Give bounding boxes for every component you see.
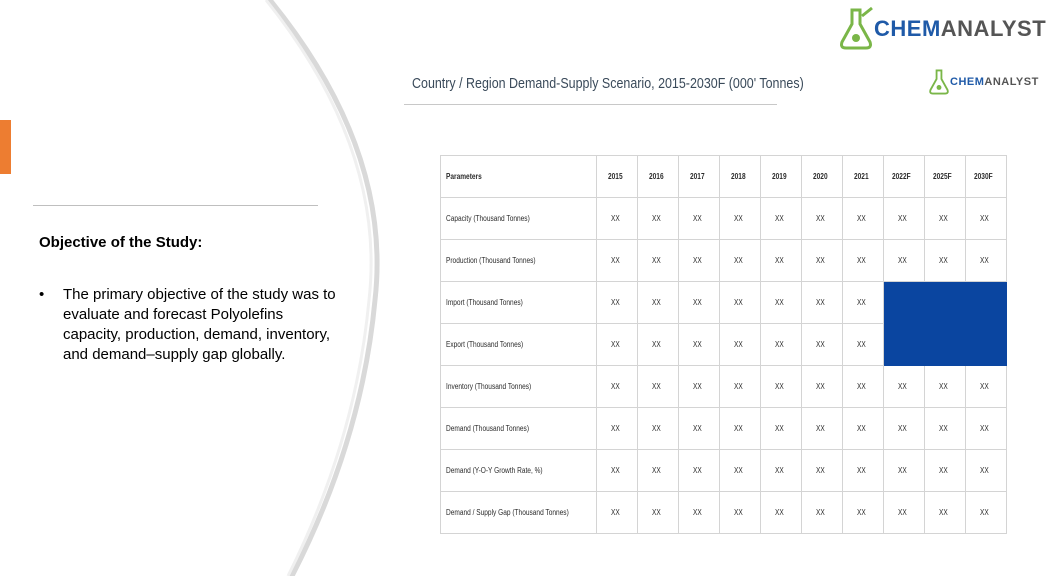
highlighted-cell	[924, 282, 965, 324]
row-label: Production (Thousand Tonnes)	[441, 240, 597, 282]
value-cell: XX	[760, 450, 801, 492]
value-cell: XX	[965, 408, 1006, 450]
value-cell: XX	[637, 282, 678, 324]
title-underline	[404, 104, 777, 105]
value-cell: XX	[883, 198, 924, 240]
table-row	[441, 450, 1007, 492]
value-cell: XX	[637, 198, 678, 240]
highlighted-cell	[965, 282, 1006, 324]
value-cell: XX	[842, 198, 883, 240]
logo-text-analyst: ANALYST	[940, 16, 1046, 41]
value-cell: XX	[965, 240, 1006, 282]
highlighted-cell	[965, 324, 1006, 366]
value-cell: XX	[801, 324, 842, 366]
logo-small-text-analyst: ANALYST	[984, 76, 1039, 88]
value-cell: XX	[596, 408, 637, 450]
value-cell: XX	[883, 408, 924, 450]
value-cell: XX	[965, 366, 1006, 408]
value-cell: XX	[719, 324, 760, 366]
row-label: Inventory (Thousand Tonnes)	[441, 366, 597, 408]
value-cell: XX	[637, 324, 678, 366]
header-year: 2021	[842, 156, 883, 198]
logo-small-text-chem: CHEM	[950, 76, 985, 88]
table-row	[441, 240, 1007, 282]
bullet-symbol: •	[39, 286, 45, 303]
row-label: Export (Thousand Tonnes)	[441, 324, 597, 366]
value-cell: XX	[760, 240, 801, 282]
value-cell: XX	[842, 366, 883, 408]
value-cell: XX	[801, 408, 842, 450]
value-cell: XX	[801, 366, 842, 408]
table-row	[441, 408, 1007, 450]
header-year: 2019	[760, 156, 801, 198]
flask-logo-icon	[928, 68, 950, 96]
value-cell: XX	[678, 450, 719, 492]
value-cell: XX	[760, 324, 801, 366]
logo-text-chem: CHEM	[874, 16, 941, 41]
value-cell: XX	[801, 198, 842, 240]
objective-heading: Objective of the Study:	[39, 234, 203, 251]
value-cell: XX	[719, 492, 760, 534]
value-cell: XX	[760, 408, 801, 450]
value-cell: XX	[719, 450, 760, 492]
value-cell: XX	[842, 492, 883, 534]
value-cell: XX	[637, 450, 678, 492]
value-cell: XX	[924, 408, 965, 450]
value-cell: XX	[678, 198, 719, 240]
value-cell: XX	[760, 282, 801, 324]
value-cell: XX	[801, 240, 842, 282]
table-row	[441, 492, 1007, 534]
highlighted-cell	[883, 324, 924, 366]
value-cell: XX	[760, 492, 801, 534]
header-year: 2025F	[924, 156, 965, 198]
value-cell: XX	[801, 492, 842, 534]
value-cell: XX	[596, 198, 637, 240]
flask-logo-icon	[838, 6, 874, 52]
demand-supply-table	[440, 155, 1007, 534]
value-cell: XX	[924, 450, 965, 492]
value-cell: XX	[801, 450, 842, 492]
highlighted-cell	[924, 324, 965, 366]
objective-bullet-item	[39, 285, 339, 365]
row-label: Demand (Y-O-Y Growth Rate, %)	[441, 450, 597, 492]
header-year: 2030F	[965, 156, 1006, 198]
value-cell: XX	[678, 240, 719, 282]
table-row	[441, 282, 1007, 324]
table-row	[441, 324, 1007, 366]
table-row	[441, 198, 1007, 240]
value-cell: XX	[678, 282, 719, 324]
value-cell: XX	[965, 492, 1006, 534]
value-cell: XX	[924, 240, 965, 282]
value-cell: XX	[924, 492, 965, 534]
table-header-row	[441, 156, 1007, 198]
value-cell: XX	[596, 492, 637, 534]
value-cell: XX	[596, 282, 637, 324]
value-cell: XX	[637, 366, 678, 408]
value-cell: XX	[760, 366, 801, 408]
row-label: Import (Thousand Tonnes)	[441, 282, 597, 324]
value-cell: XX	[760, 198, 801, 240]
row-label: Demand (Thousand Tonnes)	[441, 408, 597, 450]
row-label: Demand / Supply Gap (Thousand Tonnes)	[441, 492, 597, 534]
value-cell: XX	[924, 198, 965, 240]
header-year: 2016	[637, 156, 678, 198]
header-year: 2017	[678, 156, 719, 198]
chemanalyst-logo-small	[928, 68, 1039, 96]
value-cell: XX	[883, 450, 924, 492]
value-cell: XX	[719, 240, 760, 282]
value-cell: XX	[596, 450, 637, 492]
value-cell: XX	[883, 492, 924, 534]
highlighted-cell	[883, 282, 924, 324]
value-cell: XX	[842, 324, 883, 366]
value-cell: XX	[842, 282, 883, 324]
objective-text: The primary objective of the study was to evaluate and forecast Polyolefins capacity, production, demand, inventory, and demand–supply gap globally.	[63, 286, 336, 363]
value-cell: XX	[719, 408, 760, 450]
value-cell: XX	[678, 408, 719, 450]
header-year: 2022F	[883, 156, 924, 198]
row-label: Capacity (Thousand Tonnes)	[441, 198, 597, 240]
value-cell: XX	[678, 324, 719, 366]
value-cell: XX	[719, 198, 760, 240]
value-cell: XX	[842, 450, 883, 492]
value-cell: XX	[965, 450, 1006, 492]
table-row	[441, 366, 1007, 408]
value-cell: XX	[801, 282, 842, 324]
header-year: 2020	[801, 156, 842, 198]
header-year: 2018	[719, 156, 760, 198]
value-cell: XX	[596, 240, 637, 282]
value-cell: XX	[678, 492, 719, 534]
header-parameters: Parameters	[441, 156, 597, 198]
chemanalyst-logo	[838, 6, 1046, 52]
value-cell: XX	[678, 366, 719, 408]
value-cell: XX	[596, 366, 637, 408]
divider-line	[33, 205, 318, 206]
value-cell: XX	[842, 408, 883, 450]
value-cell: XX	[637, 408, 678, 450]
value-cell: XX	[719, 282, 760, 324]
header-year: 2015	[596, 156, 637, 198]
value-cell: XX	[637, 240, 678, 282]
value-cell: XX	[965, 198, 1006, 240]
value-cell: XX	[719, 366, 760, 408]
value-cell: XX	[883, 366, 924, 408]
table-title: Country / Region Demand-Supply Scenario, 2015-2030F (000' Tonnes)	[412, 76, 804, 92]
value-cell: XX	[924, 366, 965, 408]
value-cell: XX	[883, 240, 924, 282]
value-cell: XX	[637, 492, 678, 534]
value-cell: XX	[596, 324, 637, 366]
value-cell: XX	[842, 240, 883, 282]
accent-bar	[0, 120, 11, 174]
